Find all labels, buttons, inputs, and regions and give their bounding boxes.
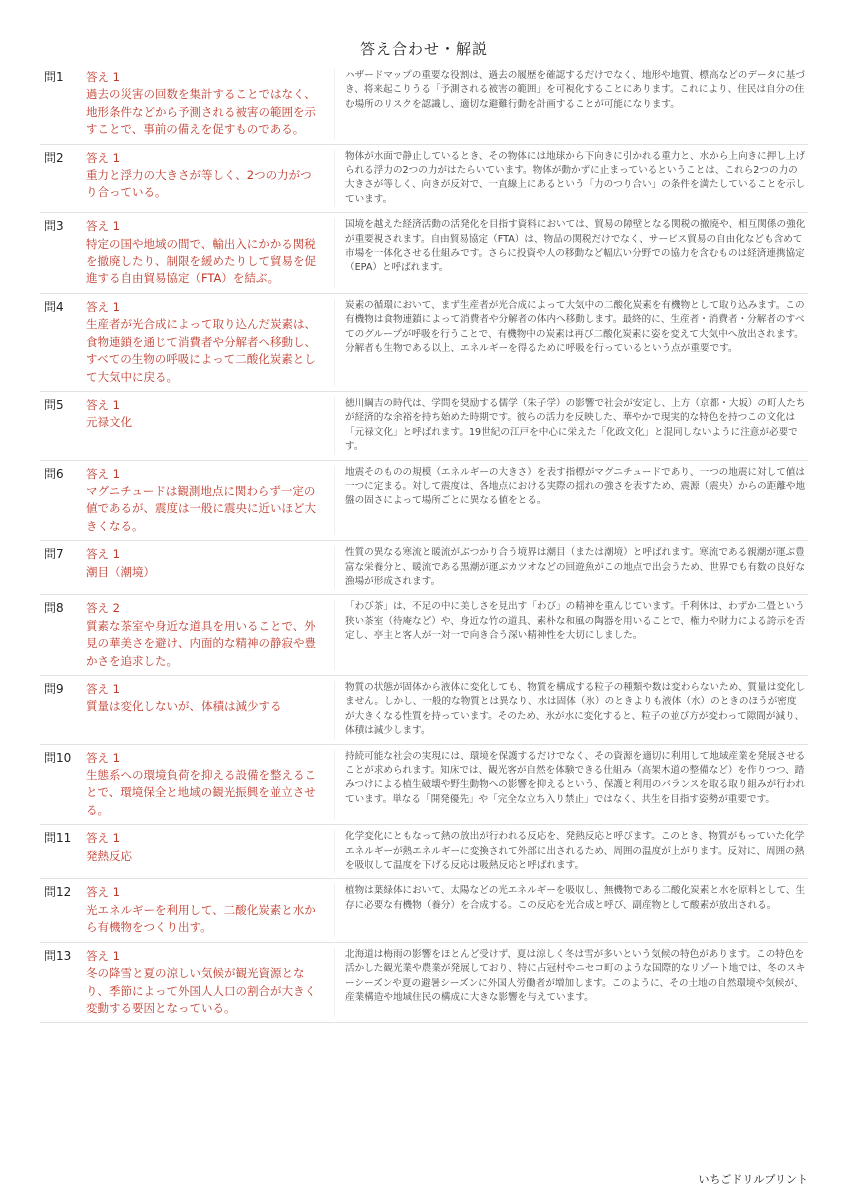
question-number: 問9 [44,682,64,696]
answer-text: 生態系への環境負荷を抑える設備を整えることで、環境保全と地域の観光振興を並立させる。 [86,768,316,817]
explanation-text: 植物は葉緑体において、太陽などの光エネルギーを吸収し、無機物である二酸化炭素と水を原料として、生存に必要な有機物（養分）を合成する。この反応を光合成と呼び、副産物として酸素が放出される。 [334,884,808,936]
answer-text: 生産者が光合成によって取り込んだ炭素は、食物連鎖を通じて消費者や分解者へ移動し、すべての生物の呼吸によって二酸化炭素として大気中に戻る。 [86,317,316,384]
question-number: 問1 [44,70,64,84]
answer-cell [82,546,334,589]
answer-cell [82,299,334,386]
answer-text: 重力と浮力の大きさが等しく、2つの力がつり合っている。 [86,168,312,200]
answer-row [40,745,808,826]
answer-label: 答え 1 [86,299,120,314]
answer-cell [82,600,334,670]
answer-row [40,213,808,294]
question-number: 問4 [44,299,64,314]
explanation-text: 物質の状態が固体から液体に変化しても、物質を構成する粒子の種類や数は変わらないため、質量は変化しません。しかし、一般的な物質とは異なり、水は固体（氷）のときよりも液体（水）のときのほうが密度が大きくなる性質を持っています。そのため、氷が水に変化すると、粒子の並び方が変わって隙間が減り、体積は減少します。 [334,681,808,739]
answer-cell [82,397,334,455]
answer-row [40,64,808,145]
answer-row [40,294,808,392]
answer-label: 答え 1 [86,885,120,900]
footer-brand: いちごドリルプリント [698,1173,808,1186]
answer-text: 元禄文化 [86,415,132,430]
answer-text: 潮目（潮境） [86,564,155,579]
answer-row [40,825,808,879]
answer-text: 質素な茶室や身近な道具を用いることで、外見の華美さを避け、内面的な精神の静寂や豊かさを追求した。 [86,618,316,668]
question-number: 問12 [44,885,72,900]
question-number: 問5 [44,397,64,412]
answer-text: 特定の国や地域の間で、輸出入にかかる関税を撤廃したり、制限を緩めたりして貿易を促進する自由貿易協定（FTA）を結ぶ。 [86,236,316,286]
explanation-text: 地震そのものの規模（エネルギーの大きさ）を表す指標がマグニチュードであり、一つの地震に対して値は一つに定まる。対して震度は、各地点における実際の揺れの強さを表すため、震源（震央）からの距離や地盤の固さによって場所ごとに異なる値をとる。 [334,466,808,536]
answer-cell [82,830,334,873]
answer-cell [82,69,334,139]
explanation-text: 持続可能な社会の実現には、環境を保護するだけでなく、その資源を適切に利用して地域産業を発展させることが求められます。知床では、観光客が自然を体験できる仕組み（高架木道の整備など）を作りつつ、踏みつけによる植生破壊や野生動物への影響を抑えるという、保護と利用のバランスを取る取り組みが行われています。単なる「開発優先」や「完全な立ち入り禁止」ではなく、共生を目指す姿勢が重要です。 [334,750,808,820]
explanation-text: ハザードマップの重要な役割は、過去の履歴を確認するだけでなく、地形や地質、標高などのデータに基づき、将来起こりうる「予測される被害の範囲」を可視化することにあります。これにより、住民は自分の住む場所のリスクを認識し、適切な避難行動を計画することが可能になります。 [334,69,808,139]
answer-label: 答え 1 [86,397,120,412]
answer-cell [82,150,334,208]
answer-text: 発熱反応 [86,848,132,863]
answer-label: 答え 1 [86,750,120,765]
answer-label: 答え 1 [86,831,120,846]
explanation-text: 国境を越えた経済活動の活発化を目指す資料においては、貿易の障壁となる関税の撤廃や、相互関係の強化が重要視されます。自由貿易協定（FTA）は、物品の関税だけでなく、サービス貿易の自由化なども含めて市場を一体化させる仕組みです。さらに投資や人の移動など幅広い分野での協力を含むものは経済連携協定（EPA）と呼ばれます。 [334,218,808,288]
answer-cell [82,750,334,820]
explanation-text: 物体が水面で静止しているとき、その物体には地球から下向きに引かれる重力と、水から上向きに押し上げられる浮力の2つの力がはたらいています。物体が動かずに止まっているということは、これら2つの力の大きさが等しく、向きが反対で、一直線上にあるという「力のつり合い」の条件を満たしていることを示しています。 [334,150,808,208]
answer-row [40,943,808,1024]
answer-table [40,64,808,1023]
explanation-text: 性質の異なる寒流と暖流がぶつかり合う境界は潮目（または潮境）と呼ばれます。寒流である親潮が運ぶ豊富な栄養分と、暖流である黒潮が運ぶカツオなどの回遊魚がこの地点で出会うため、世界でも有数の良好な漁場が形成されます。 [334,546,808,589]
answer-row [40,541,808,595]
answer-row [40,879,808,942]
answer-row [40,595,808,676]
answer-cell [82,948,334,1018]
answer-cell [82,884,334,936]
question-number: 問6 [44,466,64,481]
answer-row [40,392,808,461]
answer-label: 答え 1 [86,219,120,234]
question-number: 問11 [44,831,72,846]
answer-label: 答え 1 [86,70,120,84]
question-number: 問2 [44,150,64,165]
question-number: 問13 [44,948,72,963]
answer-text: 光エネルギーを利用して、二酸化炭素と水から有機物をつくり出す。 [86,902,316,935]
question-number: 問8 [44,601,64,616]
answer-row [40,676,808,745]
answer-label: 答え 1 [86,466,120,481]
question-number: 問10 [44,750,72,765]
explanation-text: 徳川綱吉の時代は、学問を奨励する儒学（朱子学）の影響で社会が安定し、上方（京都・大坂）の町人たちが経済的な余裕を持ち始めた時期です。彼らの活力を反映した、華やかで現実的な特色を持つこの文化は「元禄文化」と呼ばれます。19世紀の江戸を中心に栄えた「化政文化」と混同しないように注意が必要です。 [334,397,808,455]
answer-label: 答え 1 [86,150,120,165]
answer-row [40,461,808,542]
explanation-text: 化学変化にともなって熱の放出が行われる反応を、発熱反応と呼びます。このとき、物質がもっていた化学エネルギーが熱エネルギーに変換されて外部に出されるため、周囲の温度が上がります。反対に、周囲の熱を吸収して温度を下げる反応は吸熱反応と呼ばれます。 [334,830,808,873]
explanation-text: 炭素の循環において、まず生産者が光合成によって大気中の二酸化炭素を有機物として取り込みます。この有機物は食物連鎖によって消費者や分解者の体内へ移動します。最終的に、生産者・消費者・分解者のすべてのグループが呼吸を行うことで、有機物中の炭素は再び二酸化炭素に姿を変えて大気中へ放出されます。分解者も生物である以上、エネルギーを得るために呼吸を行っているという点が重要です。 [334,299,808,386]
answer-label: 答え 1 [86,948,120,963]
question-number: 問3 [44,219,64,234]
answer-cell [82,218,334,288]
answer-text: 過去の災害の回数を集計することではなく、地形条件などから予測される被害の範囲を示すことで、事前の備えを促すものである。 [86,87,316,137]
answer-text: マグニチュードは観測地点に関わらず一定の値であるが、震度は一般に震央に近いほど大きくなる。 [86,483,316,533]
answer-cell [82,466,334,536]
answer-label: 答え 2 [86,601,120,616]
answer-text: 冬の降雪と夏の涼しい気候が観光資源となり、季節によって外国人人口の割合が大きく変動する要因となっている。 [86,966,316,1015]
answer-label: 答え 1 [86,682,120,696]
explanation-text: 北海道は梅雨の影響をほとんど受けず、夏は涼しく冬は雪が多いという気候の特色があります。この特色を活かした観光業や農業が発展しており、特に占冠村やニセコ町のような国際的なリゾート地では、冬のスキーシーズンや夏の避暑シーズンに外国人労働者が増加します。このように、その土地の自然環境や気候が、産業構造や地域住民の構成に大きな影響を与えています。 [334,948,808,1018]
answer-row [40,145,808,214]
explanation-text: 「わび茶」は、不足の中に美しさを見出す「わび」の精神を重んじています。千利休は、わずか二畳という狭い茶室（待庵など）や、身近な竹の道具、素朴な和風の陶器を用いることで、権力や財力による誇示を否定し、亭主と客人が一対一で向き合う深い精神性を大切にしました。 [334,600,808,670]
question-number: 問7 [44,547,64,562]
page-title: 答え合わせ・解説 [359,40,488,58]
answer-text: 質量は変化しないが、体積は減少する [86,699,282,714]
answer-label: 答え 1 [86,547,120,562]
answer-cell [82,681,334,739]
